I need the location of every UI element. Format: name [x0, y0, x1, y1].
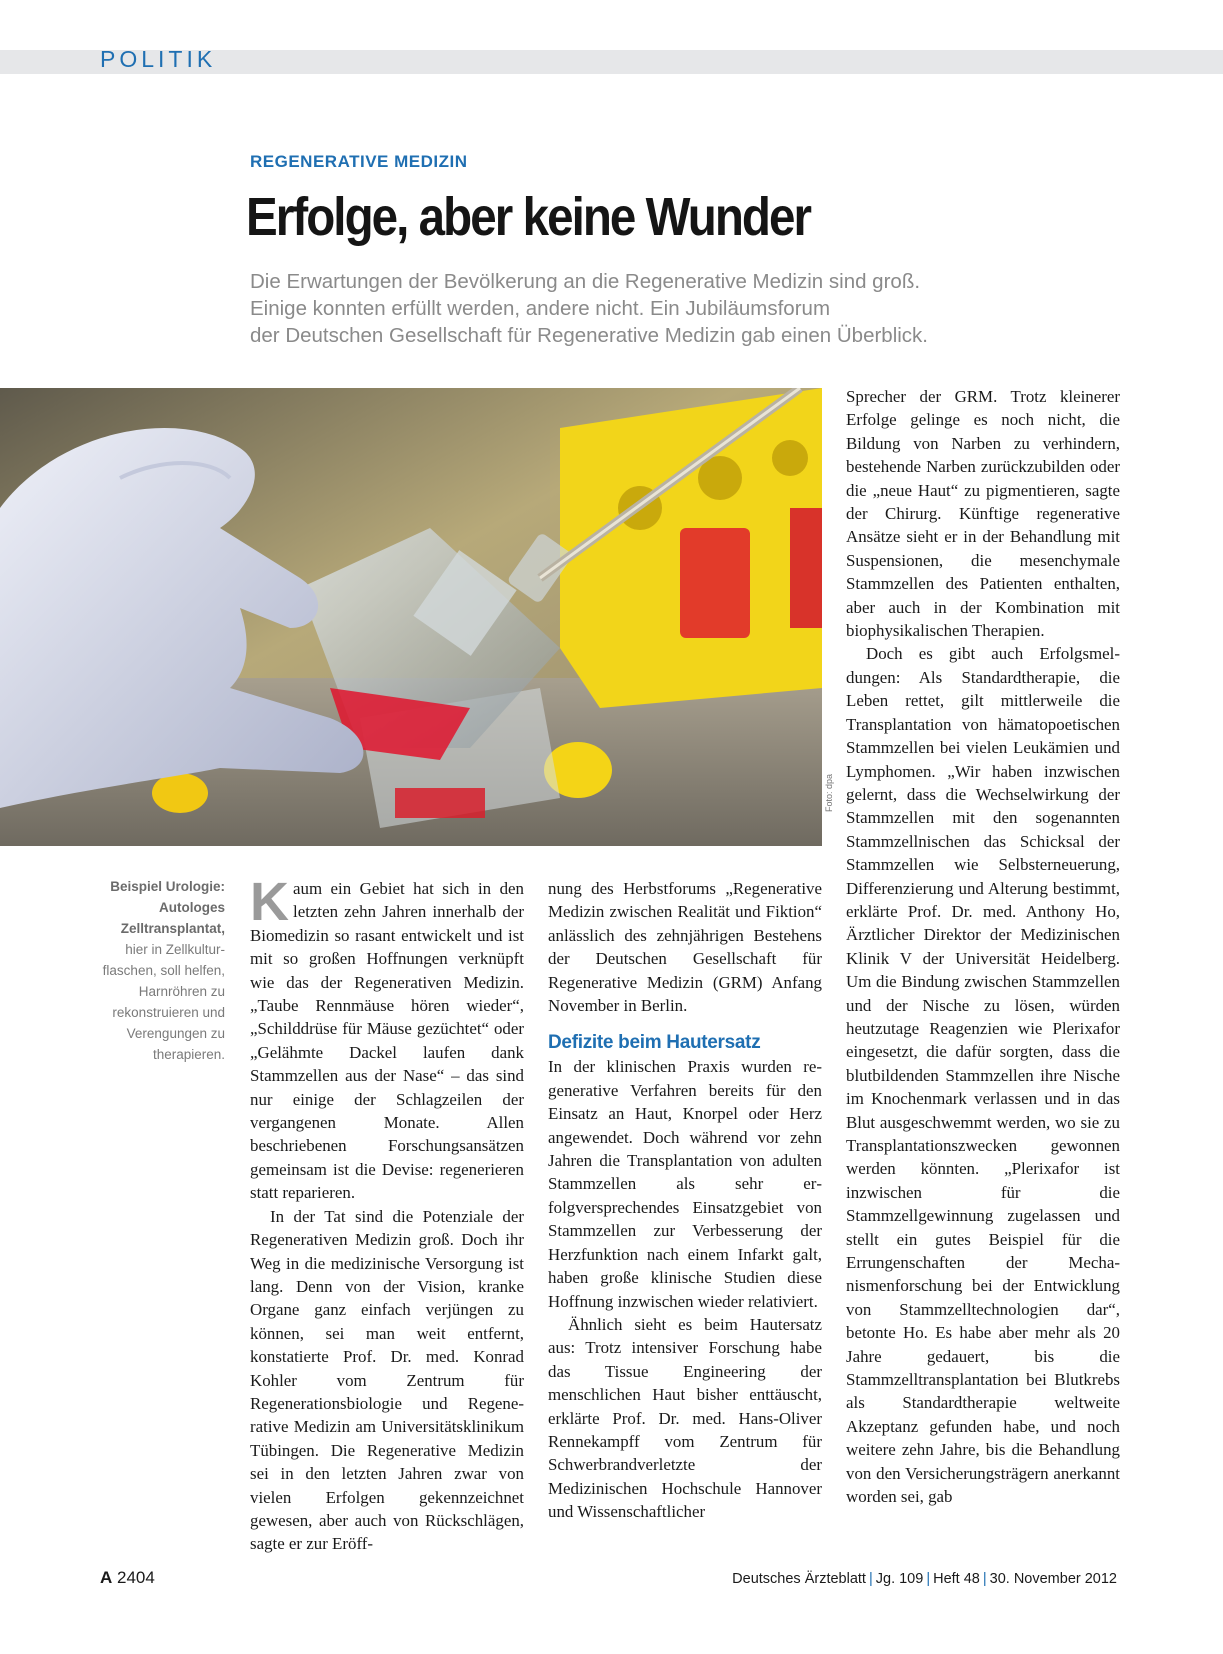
article-paragraph [250, 872, 524, 1205]
journal-name: Deutsches Ärzteblatt [732, 1571, 866, 1587]
caption-bold-line: Beispiel Urologie: [110, 879, 225, 894]
caption-line: flaschen, soll helfen, [102, 963, 225, 978]
drop-cap: K [250, 872, 289, 932]
article-paragraph: Sprecher der GRM. Trotz kleinerer Erfolge gelinge es noch nicht, die Bildung von Narben zu verhindern, bestehende Narben zurückzubilden oder die „neue Haut“ zu pigmentieren, sagte der Chirurg. Künftige regenerative Ansätze sieht er in der Behandlung mit Suspensionen, die mesenchymale Stammzellen des Patienten enthalten, aber auch in der Kombination mit biophysikalischen Therapien. [846, 387, 1120, 641]
caption-bold-line: Zelltransplantat, [120, 921, 225, 936]
article-kicker: REGENERATIVE MEDIZIN [250, 152, 468, 171]
journal-issue: Heft 48 [933, 1571, 980, 1587]
page-prefix: A [100, 1568, 113, 1587]
caption-line: therapieren. [152, 1047, 225, 1062]
photo-caption [60, 876, 225, 1065]
page-number-value: 2404 [117, 1568, 155, 1587]
article-paragraph: In der Tat sind die Potenziale der Regenerativen Medizin groß. Doch ihr Weg in die medizinische Versorgung ist lang. Denn von der Vision, kranke Organe ganz einfach verjüngen zu können, sei man weit entfernt, konstatierte Prof. Dr. med. Konrad Kohler vom Zentrum für Regenerationsbiologie und Regenerative Medizin am Universitätsklinikum Tübingen. Die Regenerative Medizin sei in den letzten Jahren zwar von vielen Erfolgen gekennzeichnet gewesen, aber auch von Rückschlägen, sagte er zur Eröff- [250, 1206, 524, 1554]
article-paragraph: Doch es gibt auch Erfolgsmeldungen: Als Standardtherapie, die Leben rettet, gilt mittlerweile die Transplantation von hämatopoetischen Stammzellen bei vielen Leukämien und Lymphomen. „Wir haben inzwischen gelernt, dass die Wechselwirkung der Stammzellen mit den sogenannten Stammzellnischen das Schicksal der Stammzellen wie Selbsterneuerung, Differenzierung und Alterung bestimmt, erklärte Prof. Dr. med. Anthony Ho, Ärztlicher Direktor der Medizinischen Klinik V der Universität Heidelberg. Um die Bindung zwischen Stammzellen und der Nische zu lösen, würden heutzutage Reagenzien wie Plerixafor eingesetzt, die dafür sorgten, dass die blutbildenden Stammzellen ihre Nische im Knochenmark verlassen und in das Blut ausgeschwemmt werden, wo sie zu Transplantationszwecken gewonnen werden könnten. „Plerixafor ist inzwischen für die Stammzellgewinnung zugelassen und stellt ein gutes Beispiel für die Errungenschaften der Mechanismenforschung bei der Entwicklung von Stammzelltechnologien dar“, betonte Ho. Es habe aber mehr als 20 Jahre gedauert, bis die Stammzelltransplantation bei Blutkrebs als Standardtherapie weltweite Akzeptanz gefunden habe, und noch weitere zehn Jahre, bis die Behandlung von den Versicherungsträgern anerkannt worden sei, gab [846, 644, 1120, 1507]
journal-footer [732, 1571, 1117, 1587]
lead-line: Die Erwartungen der Bevölkerung an die Regenerative Medizin sind groß. [250, 270, 921, 293]
paragraph-text: aum ein Gebiet hat sich in den letzten zehn Jahren innerhalb der Biomedizin so rasant entwickelt und ist mit so großen Hoffnungen verknüpft wie das der Regenerativen Medizin. „Taube Rennmäuse hören wieder“, „Schilddrüse für Mäuse gezüchtet“ oder „Gelähmte Dackel laufen dank Stammzellen aus der Nase“ – das sind nur einige der Schlagzeilen der vergangenen Monate. Allen beschriebenen Forschungsansätzen gemeinsam ist die Devise: regenerieren statt reparieren. [250, 879, 524, 1203]
article-paragraph: nung des Herbstforums „Regenerative Medizin zwischen Realität und Fiktion“ anlässlich des zehnjährigen Bestehens der Deutschen Gesellschaft für Regenerative Medizin (GRM) Anfang November in Berlin. [548, 879, 822, 1016]
article-paragraph: In der klinischen Praxis wurden regenerative Verfahren bereits für den Einsatz an Haut, Knorpel oder Herz angewendet. Doch während vor zehn Jahren die Transplantation von adulten Stammzellen als sehr erfolgversprechendes Einsatzgebiet von Stammzellen zur Verbesserung der Herzfunktion nach einem Infarkt galt, haben große klinische Studien diese Hoffnung inzwischen wieder relativiert. [548, 1057, 822, 1311]
caption-line: rekonstruieren und [112, 1005, 225, 1020]
page-number [100, 1568, 155, 1588]
photo-credit: Foto: dpa [824, 773, 834, 812]
article-column-3 [846, 385, 1120, 1509]
article-subhead: Defizite beim Hautersatz [548, 1032, 761, 1054]
lab-photo [0, 388, 822, 846]
lab-photo-illustration [0, 388, 822, 846]
article-headline: Erfolge, aber keine Wunder [246, 187, 811, 247]
article-column-1 [250, 872, 524, 1556]
article-paragraph: Ähnlich sieht es beim Hautersatz aus: Trotz intensiver Forschung habe das Tissue Engineering der menschlichen Haut bisher enttäuscht, erklärte Prof. Dr. med. Hans-Oliver Rennekampff vom Zentrum für Schwerbrandverletzte der Medizinischen Hochschule Hannover und Wissenschaftlicher [548, 1314, 822, 1522]
journal-volume: Jg. 109 [875, 1571, 924, 1587]
footer-separator: | [868, 1571, 873, 1587]
caption-line: Harnröhren zu [138, 984, 225, 999]
article-lead [250, 268, 1110, 349]
caption-line: Verengungen zu [126, 1026, 225, 1041]
lead-line: der Deutschen Gesellschaft für Regenerative Medizin gab einen Überblick. [250, 324, 929, 347]
caption-bold-line: Autologes [159, 900, 225, 915]
footer-separator: | [982, 1571, 987, 1587]
journal-date: 30. November 2012 [989, 1571, 1117, 1587]
footer-separator: | [926, 1571, 931, 1587]
caption-line: hier in Zellkultur- [125, 942, 225, 957]
lead-line: Einige konnten erfüllt werden, andere nicht. Ein Jubiläumsforum [250, 297, 831, 320]
section-rubric: POLITIK [100, 46, 217, 72]
article-column-2 [548, 877, 822, 1524]
